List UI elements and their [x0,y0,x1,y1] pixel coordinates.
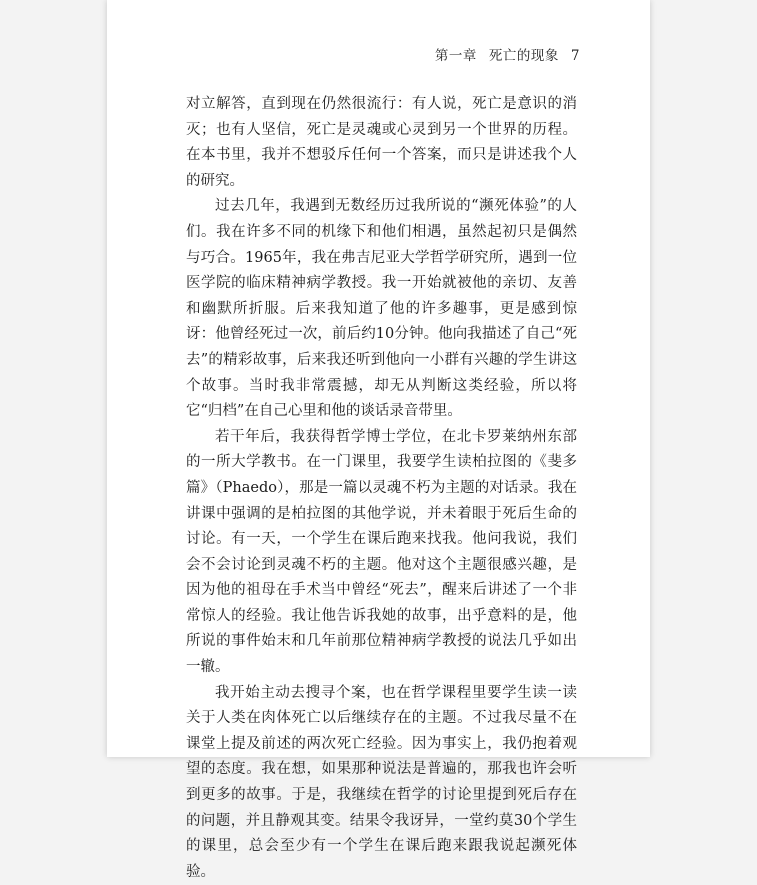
chapter-label: 第一章 [434,48,477,64]
paragraph: 我开始主动去搜寻个案，也在哲学课程里要学生读一读关于人类在肉体死亡以后继续存在的主题。不过我尽量不在课堂上提及前述的两次死亡经验。因为事实上，我仍抱着观望的态度。我在想，如果那种说法是普遍的，那我也许会听到更多的故事。于是，我继续在哲学的讨论里提到死后存在的问题，并且静观其变。结果令我讶异，一堂约莫30个学生的课里，总会至少有一个学生在课后跑来跟我说起濒死体验。 [186,684,577,880]
chapter-title: 死亡的现象 [488,48,559,64]
paragraph: 对立解答，直到现在仍然很流行：有人说，死亡是意识的消灭；也有人坚信，死亡是灵魂或心灵到另一个世界的历程。在本书里，我并不想驳斥任何一个答案，而只是讲述我个人的研究。 [186,96,577,189]
paragraph: 过去几年，我遇到无数经历过我所说的“濒死体验”的人们。我在许多不同的机缘下和他们相遇，虽然起初只是偶然与巧合。1965年，我在弗吉尼亚大学哲学研究所，遇到一位医学院的临床精神病学教授。我一开始就被他的亲切、友善和幽默所折服。后来我知道了他的许多趣事，更是感到惊讶：他曾经死过一次，前后约10分钟。他向我描述了自己“死去”的精彩故事，后来我还听到他向一小群有兴趣的学生讲这个故事。当时我非常震撼，却无从判断这类经验，所以将它“归档”在自己心里和他的谈话录音带里。 [186,198,577,420]
page-number: 7 [570,48,580,64]
running-header [435,44,580,64]
body-text [186,92,577,885]
book-page [107,0,650,880]
paragraph: 若干年后，我获得哲学博士学位，在北卡罗莱纳州东部的一所大学教书。在一门课里，我要学生读柏拉图的《斐多篇》（Phaedo），那是一篇以灵魂不朽为主题的对话录。我在讲课中强调的是柏拉图的其他学说，并未着眼于死后生命的讨论。有一天，一个学生在课后跑来找我。他问我说，我们会不会讨论到灵魂不朽的主题。他对这个主题很感兴趣，是因为他的祖母在手术当中曾经“死去”，醒来后讲述了一个非常惊人的经验。我让他告诉我她的故事，出乎意料的是，他所说的事件始末和几年前那位精神病学教授的说法几乎如出一辙。 [186,428,577,676]
